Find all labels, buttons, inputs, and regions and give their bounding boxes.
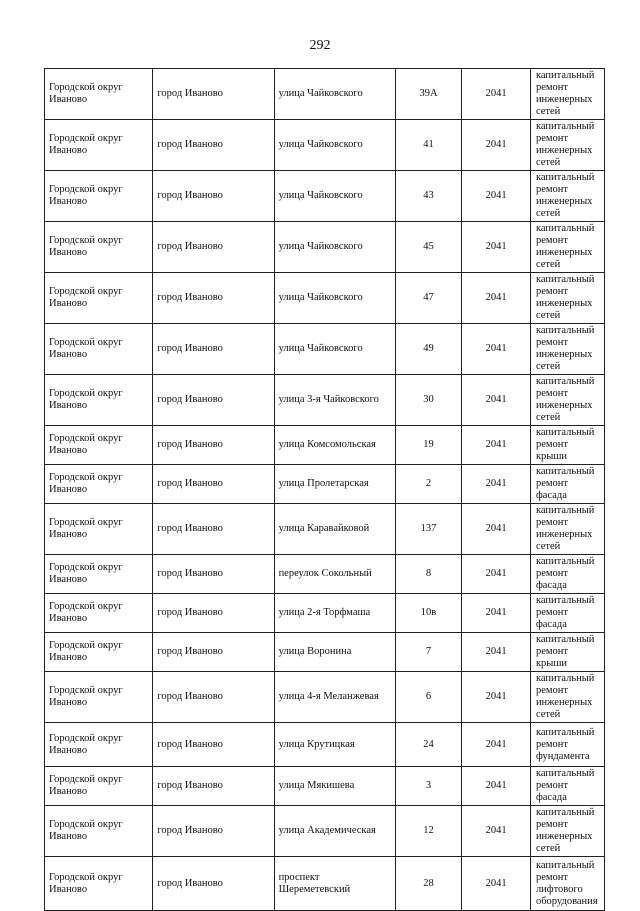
- table-row: [45, 222, 605, 273]
- city-cell: город Иваново: [153, 857, 274, 911]
- table-row: [45, 806, 605, 857]
- city-cell: город Иваново: [153, 806, 274, 857]
- work-type-cell: капитальный ремонт инженерных сетей: [530, 672, 604, 723]
- city-cell: город Иваново: [153, 222, 274, 273]
- house-cell: 39А: [395, 69, 462, 120]
- year-cell: 2041: [462, 504, 531, 555]
- city-cell: город Иваново: [153, 633, 274, 672]
- district-cell: Городской округ Иваново: [45, 767, 153, 806]
- district-cell: Городской округ Иваново: [45, 723, 153, 767]
- house-cell: 19: [395, 426, 462, 465]
- work-type-cell: капитальный ремонт инженерных сетей: [530, 324, 604, 375]
- district-cell: Городской округ Иваново: [45, 633, 153, 672]
- year-cell: 2041: [462, 633, 531, 672]
- house-cell: 8: [395, 555, 462, 594]
- house-cell: 6: [395, 672, 462, 723]
- house-cell: 28: [395, 857, 462, 911]
- year-cell: 2041: [462, 465, 531, 504]
- street-cell: улица Комсомольская: [274, 426, 395, 465]
- year-cell: 2041: [462, 375, 531, 426]
- street-cell: улица Чайковского: [274, 273, 395, 324]
- street-cell: улица Чайковского: [274, 171, 395, 222]
- repair-schedule-table: [44, 68, 605, 911]
- year-cell: 2041: [462, 555, 531, 594]
- work-type-cell: капитальный ремонт инженерных сетей: [530, 504, 604, 555]
- city-cell: город Иваново: [153, 120, 274, 171]
- district-cell: Городской округ Иваново: [45, 171, 153, 222]
- house-cell: 49: [395, 324, 462, 375]
- table-row: [45, 594, 605, 633]
- house-cell: 2: [395, 465, 462, 504]
- street-cell: улица Чайковского: [274, 324, 395, 375]
- district-cell: Городской округ Иваново: [45, 594, 153, 633]
- street-cell: улица Пролетарская: [274, 465, 395, 504]
- street-cell: улица 3-я Чайковского: [274, 375, 395, 426]
- city-cell: город Иваново: [153, 723, 274, 767]
- city-cell: город Иваново: [153, 324, 274, 375]
- table-row: [45, 504, 605, 555]
- work-type-cell: капитальный ремонт инженерных сетей: [530, 375, 604, 426]
- table-row: [45, 171, 605, 222]
- year-cell: 2041: [462, 69, 531, 120]
- house-cell: 41: [395, 120, 462, 171]
- street-cell: улица Академическая: [274, 806, 395, 857]
- work-type-cell: капитальный ремонт инженерных сетей: [530, 69, 604, 120]
- work-type-cell: капитальный ремонт инженерных сетей: [530, 120, 604, 171]
- house-cell: 24: [395, 723, 462, 767]
- district-cell: Городской округ Иваново: [45, 465, 153, 504]
- year-cell: 2041: [462, 273, 531, 324]
- work-type-cell: капитальный ремонт инженерных сетей: [530, 222, 604, 273]
- district-cell: Городской округ Иваново: [45, 324, 153, 375]
- district-cell: Городской округ Иваново: [45, 273, 153, 324]
- house-cell: 3: [395, 767, 462, 806]
- house-cell: 30: [395, 375, 462, 426]
- district-cell: Городской округ Иваново: [45, 672, 153, 723]
- city-cell: город Иваново: [153, 69, 274, 120]
- work-type-cell: капитальный ремонт фасада: [530, 465, 604, 504]
- year-cell: 2041: [462, 120, 531, 171]
- page-number: 292: [309, 38, 331, 53]
- work-type-cell: капитальный ремонт фасада: [530, 767, 604, 806]
- work-type-cell: капитальный ремонт фундамента: [530, 723, 604, 767]
- street-cell: улица Каравайковой: [274, 504, 395, 555]
- city-cell: город Иваново: [153, 171, 274, 222]
- work-type-cell: капитальный ремонт лифтового оборудования: [530, 857, 604, 911]
- street-cell: проспект Шереметевский: [274, 857, 395, 911]
- city-cell: город Иваново: [153, 465, 274, 504]
- table-row: [45, 723, 605, 767]
- city-cell: город Иваново: [153, 672, 274, 723]
- work-type-cell: капитальный ремонт фасада: [530, 594, 604, 633]
- table-row: [45, 324, 605, 375]
- city-cell: город Иваново: [153, 375, 274, 426]
- table-row: [45, 120, 605, 171]
- house-cell: 43: [395, 171, 462, 222]
- district-cell: Городской округ Иваново: [45, 555, 153, 594]
- year-cell: 2041: [462, 767, 531, 806]
- house-cell: 7: [395, 633, 462, 672]
- year-cell: 2041: [462, 594, 531, 633]
- district-cell: Городской округ Иваново: [45, 222, 153, 273]
- district-cell: Городской округ Иваново: [45, 857, 153, 911]
- district-cell: Городской округ Иваново: [45, 375, 153, 426]
- year-cell: 2041: [462, 672, 531, 723]
- street-cell: улица Мякишева: [274, 767, 395, 806]
- house-cell: 137: [395, 504, 462, 555]
- work-type-cell: капитальный ремонт крыши: [530, 426, 604, 465]
- district-cell: Городской округ Иваново: [45, 806, 153, 857]
- year-cell: 2041: [462, 806, 531, 857]
- street-cell: переулок Сокольный: [274, 555, 395, 594]
- table-row: [45, 465, 605, 504]
- year-cell: 2041: [462, 222, 531, 273]
- city-cell: город Иваново: [153, 504, 274, 555]
- city-cell: город Иваново: [153, 594, 274, 633]
- city-cell: город Иваново: [153, 273, 274, 324]
- table-row: [45, 555, 605, 594]
- year-cell: 2041: [462, 857, 531, 911]
- house-cell: 45: [395, 222, 462, 273]
- work-type-cell: капитальный ремонт инженерных сетей: [530, 171, 604, 222]
- city-cell: город Иваново: [153, 555, 274, 594]
- table-row: [45, 273, 605, 324]
- work-type-cell: капитальный ремонт фасада: [530, 555, 604, 594]
- year-cell: 2041: [462, 171, 531, 222]
- house-cell: 10в: [395, 594, 462, 633]
- street-cell: улица Чайковского: [274, 69, 395, 120]
- year-cell: 2041: [462, 723, 531, 767]
- table-row: [45, 767, 605, 806]
- street-cell: улица Чайковского: [274, 222, 395, 273]
- work-type-cell: капитальный ремонт крыши: [530, 633, 604, 672]
- table-row: [45, 375, 605, 426]
- district-cell: Городской округ Иваново: [45, 69, 153, 120]
- street-cell: улица Чайковского: [274, 120, 395, 171]
- table-row: [45, 672, 605, 723]
- city-cell: город Иваново: [153, 426, 274, 465]
- year-cell: 2041: [462, 324, 531, 375]
- year-cell: 2041: [462, 426, 531, 465]
- table-row: [45, 426, 605, 465]
- street-cell: улица 4-я Меланжевая: [274, 672, 395, 723]
- district-cell: Городской округ Иваново: [45, 120, 153, 171]
- house-cell: 47: [395, 273, 462, 324]
- street-cell: улица Крутицкая: [274, 723, 395, 767]
- table-row: [45, 69, 605, 120]
- work-type-cell: капитальный ремонт инженерных сетей: [530, 273, 604, 324]
- table-row: [45, 633, 605, 672]
- table-body: [45, 69, 605, 911]
- work-type-cell: капитальный ремонт инженерных сетей: [530, 806, 604, 857]
- city-cell: город Иваново: [153, 767, 274, 806]
- street-cell: улица 2-я Торфмаша: [274, 594, 395, 633]
- district-cell: Городской округ Иваново: [45, 426, 153, 465]
- table-row: [45, 857, 605, 911]
- street-cell: улица Воронина: [274, 633, 395, 672]
- district-cell: Городской округ Иваново: [45, 504, 153, 555]
- house-cell: 12: [395, 806, 462, 857]
